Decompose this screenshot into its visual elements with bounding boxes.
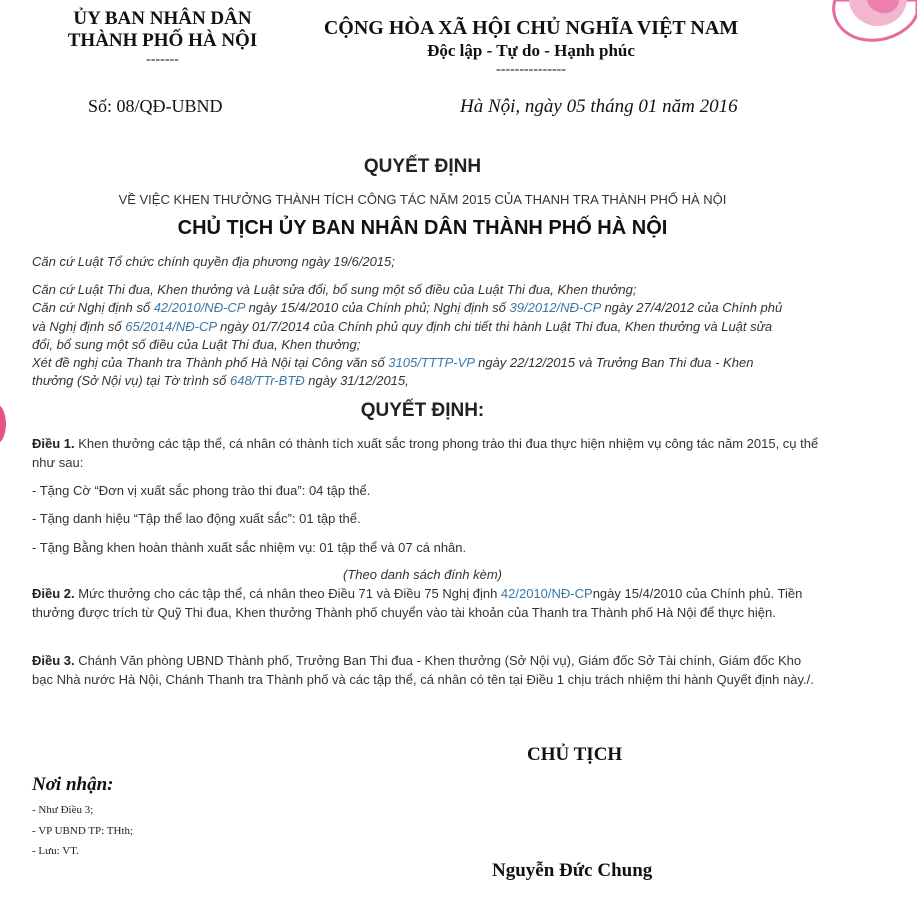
dispatch-link-3105[interactable]: 3105/TTTP-VP [388,355,475,371]
article-2-label: Điều 2. [32,586,75,601]
article-3 [32,652,822,689]
issuing-official-title: CHỦ TỊCH ỦY BAN NHÂN DÂN THÀNH PHỐ HÀ NỘI [177,217,668,239]
legal-basis-block [32,281,792,391]
recipient-item: - Lưu: VT. [32,845,79,857]
decree-link-65-2014[interactable]: 65/2014/NĐ-CP [125,318,217,334]
signer-title: CHỦ TỊCH [527,744,623,765]
article-1-text: Khen thưởng các tập thể, cá nhân có thành tích xuất sắc trong phong trào thi đua thực hiện nhiệm vụ công tác năm 2015, cụ thể như sau: [32,436,819,470]
legal-basis-1: Căn cứ Luật Tổ chức chính quyền địa phương ngày 19/6/2015; [32,254,395,269]
article-1-item-3: - Tặng Bằng khen hoàn thành xuất sắc nhiệm vụ: 01 tập thể và 07 cá nhân. [32,540,467,555]
recipient-item: - Như Điều 3; [32,804,94,816]
issuing-authority [30,8,295,68]
place-date: Hà Nội, ngày 05 tháng 01 năm 2016 [460,96,738,117]
logo-watermark-icon [815,0,917,50]
issuing-authority-line1: ỦY BAN NHÂN DÂN [73,8,252,29]
article-1-item-2: - Tặng danh hiệu “Tập thể lao động xuất sắc”: 01 tập thể. [32,511,361,526]
signer-name: Nguyễn Đức Chung [492,860,653,881]
legal-basis-4-text-b: ngày 22/12/2015 và Trưởng Ban Thi đua - Khen thưởng (Sở Nội vụ) tại Tờ trình số [32,355,754,389]
attached-list-note: (Theo danh sách đính kèm) [343,567,502,582]
article-2-text-b: ngày 15/4/2010 của Chính phủ. Tiền thưởng được trích từ Quỹ Thi đua, Khen thưởng Thành phố chuyển vào tài khoản của Thanh tra Thành phố Hà Nội để thực hiện. [32,586,803,620]
article-3-text: Chánh Văn phòng UBND Thành phố, Trưởng Ban Thi đua - Khen thưởng (Sở Nội vụ), Giám đốc Sở Tài chính, Giám đốc Kho bạc Nhà nước Hà Nội, Chánh Thanh tra Thành phố và các tập thể, cá nhân có tên tại Điều 1 chịu trách nhiệm thi hành Quyết định này./. [32,653,814,687]
recipients-heading: Nơi nhận: [32,774,114,795]
document-subject: VỀ VIỆC KHEN THƯỞNG THÀNH TÍCH CÔNG TÁC NĂM 2015 CỦA THANH TRA THÀNH PHỐ HÀ NỘI [118,192,727,207]
decree-link-42-2010[interactable]: 42/2010/NĐ-CP [153,300,245,316]
decree-link-39-2012[interactable]: 39/2012/NĐ-CP [509,300,601,316]
legal-basis-4 [32,354,792,391]
legal-basis-3-text-c: ngày 27/4/2012 của Chính phủ và Nghị định số [32,300,783,334]
national-motto [302,16,760,78]
article-2 [32,585,822,622]
national-motto-divider: --------------- [496,62,566,77]
legal-basis-2: Căn cứ Luật Thi đua, Khen thưởng và Luật sửa đổi, bổ sung một số điều của Luật Thi đua, Khen thưởng; [32,282,637,297]
legal-basis-3-text-b: ngày 15/4/2010 của Chính phủ; Nghị định số [245,300,510,316]
decree-link-42-2010-article-2[interactable]: 42/2010/NĐ-CP [500,586,593,601]
decision-heading: QUYẾT ĐỊNH: [360,400,485,421]
article-1-item-1: - Tặng Cờ “Đơn vị xuất sắc phong trào thi đua”: 04 tập thể. [32,483,371,498]
article-2-text-a: Mức thưởng cho các tập thể, cá nhân theo Điều 71 và Điều 75 Nghị định [74,586,501,601]
legal-basis-4-text-c: ngày 31/12/2015, [304,373,409,389]
recipient-item: - VP UBND TP: THth; [32,824,134,837]
legal-basis-3-text-d: ngày 01/7/2014 của Chính phủ quy định chi tiết thi hành Luật Thi đua, Khen thưởng và Luật sửa đổi, bổ sung một số điều của Luật Thi đua, Khen thưởng; [32,318,773,352]
legal-basis-3-text-a: Căn cứ Nghị định số [32,300,154,316]
article-1 [32,435,822,472]
article-3-label: Điều 3. [32,653,75,668]
legal-basis-3 [32,299,792,354]
legal-basis-4-text-a: Xét đề nghị của Thanh tra Thành phố Hà Nội tại Công văn số [32,355,389,371]
issuing-authority-divider: ------- [146,52,179,67]
issuing-authority-line2: THÀNH PHỐ HÀ NỘI [67,30,258,51]
submission-link-648[interactable]: 648/TTr-BTĐ [230,373,305,389]
recipients-list [32,800,133,862]
document-number: Số: 08/QĐ-UBND [88,96,223,116]
national-motto-text: Độc lập - Tự do - Hạnh phúc [427,41,635,60]
article-1-label: Điều 1. [32,436,75,451]
document-title: QUYẾT ĐỊNH [363,156,482,177]
national-title: CỘNG HÒA XÃ HỘI CHỦ NGHĨA VIỆT NAM [323,17,739,39]
